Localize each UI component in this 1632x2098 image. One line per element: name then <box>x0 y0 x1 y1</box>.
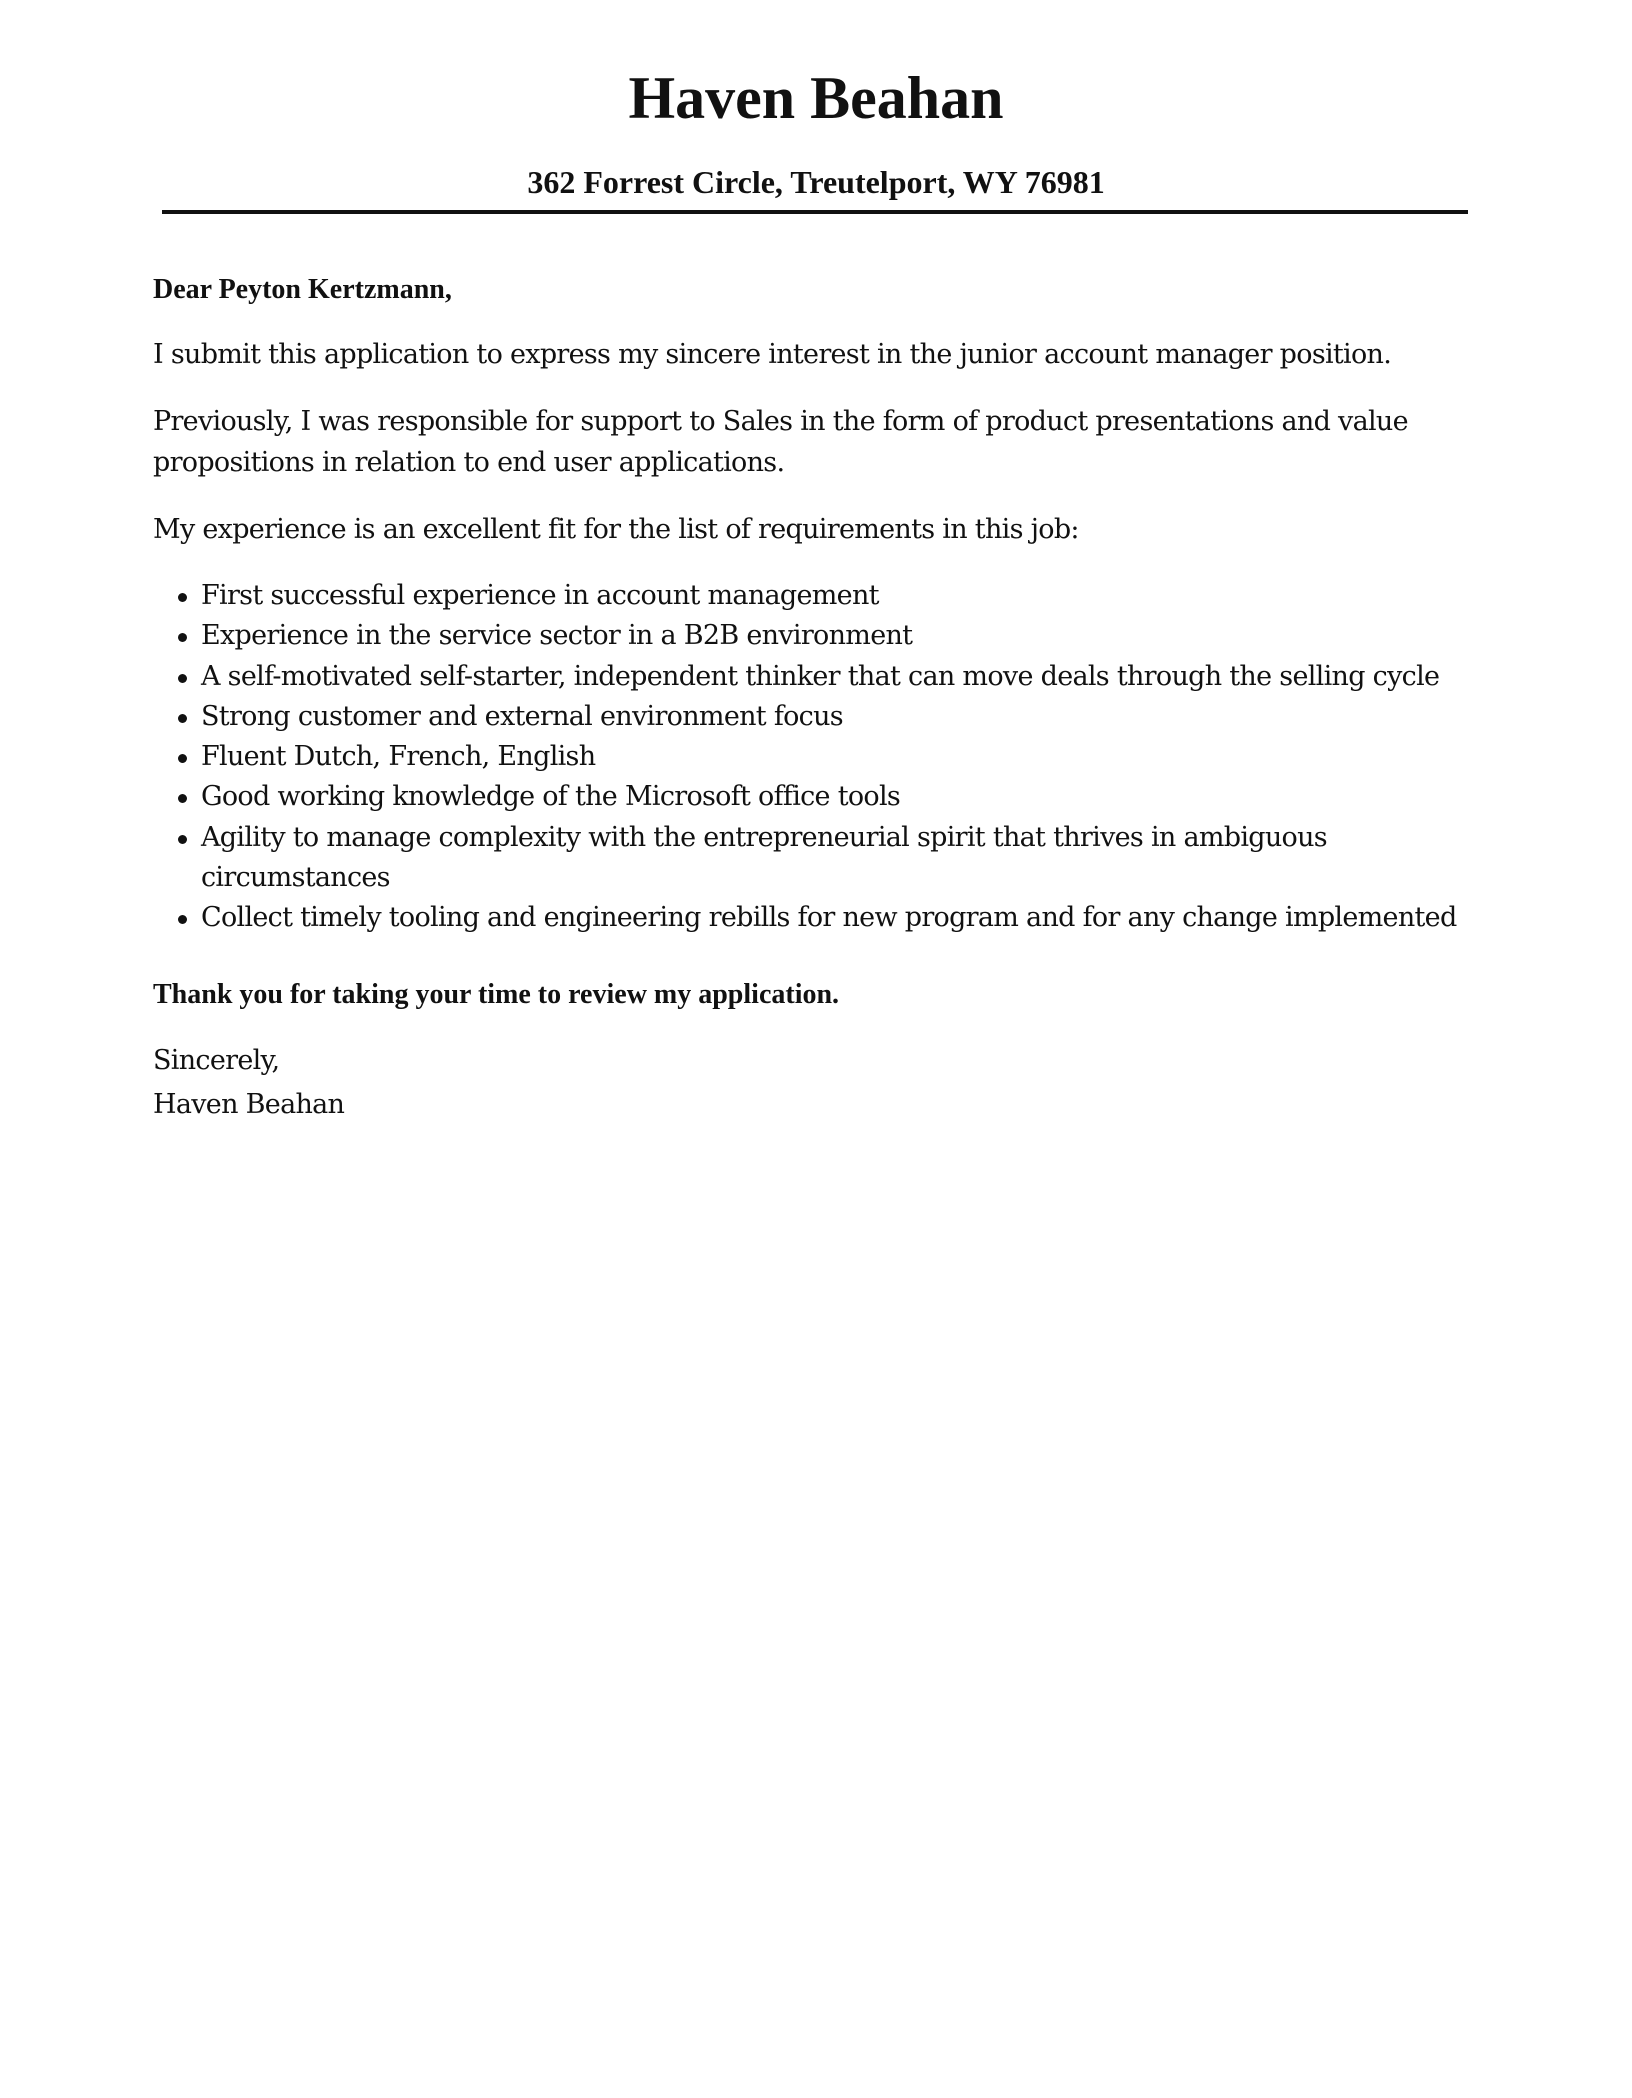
bullet-icon <box>178 794 187 803</box>
bullet-icon <box>178 714 187 723</box>
bullet-icon <box>178 835 187 844</box>
list-item-text: First successful experience in account management <box>201 580 879 611</box>
list-item-text: A self-motivated self-starter, independent thinker that can move deals through the selling cycle <box>201 660 1440 692</box>
intro-paragraph: I submit this application to express my sincere interest in the junior account manager position. <box>153 339 1392 370</box>
bullet-icon <box>178 754 187 763</box>
sender-name: Haven Beahan <box>628 65 1004 131</box>
experience-paragraph: Previously, I was responsible for support to Sales in the form of product presentations and value propositions in relation to end user applications. <box>153 406 1408 478</box>
requirements-intro: My experience is an excellent fit for the list of requirements in this job: <box>153 514 1079 545</box>
list-item <box>153 818 1483 899</box>
list-item <box>153 898 1483 938</box>
list-item <box>153 697 1483 737</box>
list-item-text: Good working knowledge of the Microsoft office tools <box>201 781 901 813</box>
list-item-text: Experience in the service sector in a B2B environment <box>201 620 913 652</box>
bullet-icon <box>178 674 187 683</box>
bullet-icon <box>178 593 187 602</box>
letter-body <box>153 270 1483 1127</box>
bullet-icon <box>178 915 187 924</box>
list-item-text: Collect timely tooling and engineering rebills for new program and for any change implemented <box>201 902 1457 934</box>
header-divider <box>162 210 1468 214</box>
bullet-icon <box>178 633 187 642</box>
list-item <box>153 616 1483 656</box>
list-item <box>153 657 1483 697</box>
list-item-text: Fluent Dutch, French, English <box>201 741 596 773</box>
list-item <box>153 576 1483 616</box>
list-item-text: Agility to manage complexity with the entrepreneurial spirit that thrives in ambiguous circumstances <box>201 821 1327 894</box>
signature-name: Haven Beahan <box>153 1088 345 1120</box>
salutation: Dear Peyton Kertzmann, <box>153 274 452 305</box>
valediction: Sincerely, <box>153 1044 280 1076</box>
sender-address: 362 Forrest Circle, Treutelport, WY 76981 <box>527 164 1105 200</box>
list-item <box>153 737 1483 777</box>
list-item <box>153 777 1483 817</box>
list-item-text: Strong customer and external environment focus <box>201 700 843 732</box>
requirements-list <box>153 576 1483 939</box>
closing-line: Thank you for taking your time to review my application. <box>153 978 840 1010</box>
